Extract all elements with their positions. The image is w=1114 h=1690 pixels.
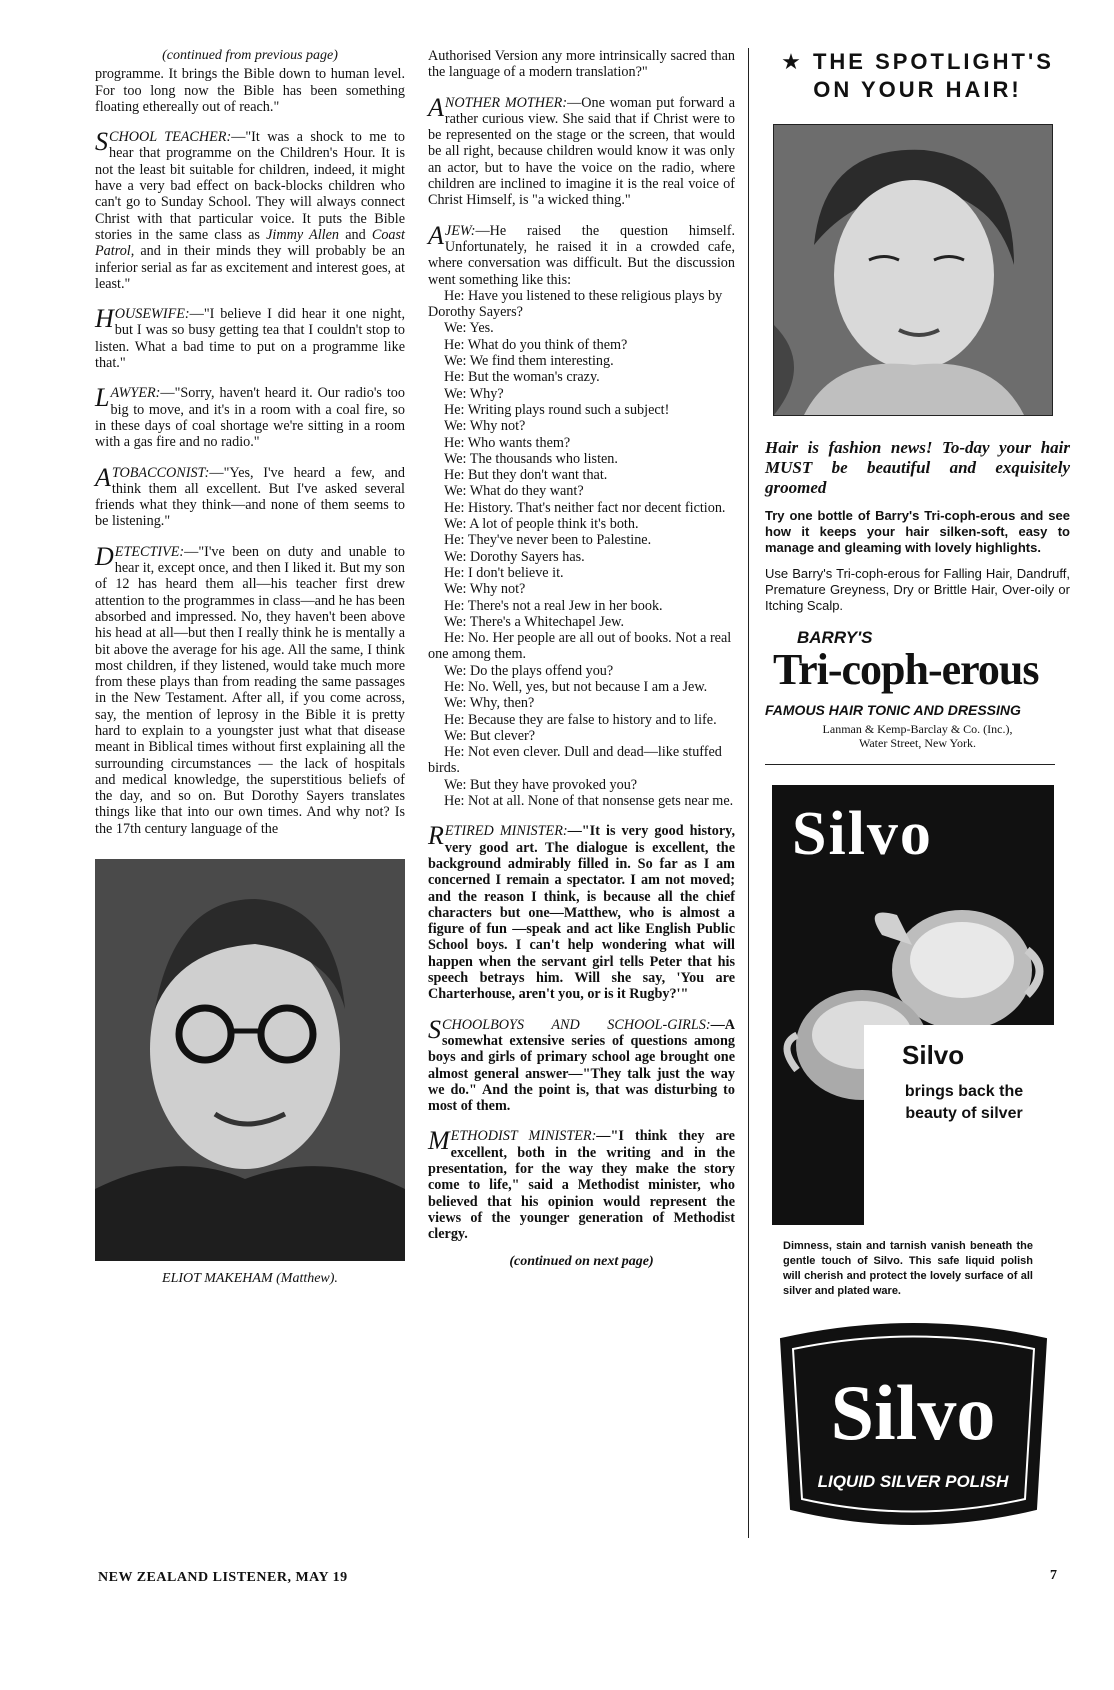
silvo-ad-panel — [772, 785, 1054, 1225]
dialog-line: We: Why, then? — [444, 695, 535, 712]
hair-ad-para1: Try one bottle of Barry's Tri-coph-erous and see how it keeps your hair silken-soft, easy to manage and gleaming with lovely highlights. — [765, 508, 1070, 555]
col2-intro: Authorised Version any more intrinsically sacred than the language of a modern translation?" — [428, 48, 735, 81]
dialog-line: He: They've never been to Palestine. — [444, 532, 652, 549]
entry-another-mother: ANOTHER MOTHER:—One woman put forward a rather curious view. She said that if Christ were to be represented on the stage or the screen, that would be all right, because children would know it was only an actor, but to have the voice on the radio, where children are inclined to imagine it is the real voice of Christ Himself, is "a wicked thing." — [428, 92, 735, 209]
star-icon: ★ — [781, 49, 804, 74]
dialog-line: He: There's not a real Jew in her book. — [444, 597, 663, 614]
dialog-line: We: Why? — [444, 385, 504, 402]
dialog-line: He: Writing plays round such a subject! — [444, 401, 670, 418]
famous-hair-tonic: FAMOUS HAIR TONIC AND DRESSING — [765, 702, 1021, 718]
silvo-label-illustration — [771, 1319, 1056, 1529]
silvo-title: Silvo — [792, 800, 933, 868]
dialog-line: We: We find them interesting. — [444, 353, 614, 370]
silvo-slogan: brings back the beauty of silver — [904, 1083, 1024, 1122]
portrait-photo — [95, 859, 405, 1261]
col1-intro: programme. It brings the Bible down to human level. For too long now the Bible has been something floating ethereally out of reach." — [95, 66, 405, 115]
dialog-line: We: But they have provoked you? — [444, 776, 638, 793]
dialog-line: We: A lot of people think it's both. — [444, 516, 639, 533]
entry-schoolboys: SCHOOLBOYS AND SCHOOL-GIRLS:—A somewhat extensive series of questions among boys and girls of primary school age brought one almost general answer—"They talk just the way we do." And the point is, that was disturbing to most of them. — [428, 1014, 735, 1115]
dialog-line: He: But they don't want that. — [444, 467, 608, 484]
entry-tobacconist: A TOBACCONIST:—"Yes, I've heard a few, and think them all excellent. But I've asked several friends what they think—and none of them seems to be listening." — [95, 462, 405, 530]
hair-ad-para2: Use Barry's Tri-coph-erous for Falling Hair, Dandruff, Premature Greyness, Dry or Brittle Hair, Over-oily or Itching Scalp. — [765, 566, 1070, 613]
dialog-line: We: There's a Whitechapel Jew. — [444, 613, 624, 630]
entry-school-teacher: SCHOOL TEACHER:—"It was a shock to me to hear that programme on the Children's Hour. It is not the least bit suitable for children, indeed, it might have a very bad effect on back-blocks children who can't go to Sunday School. They will always connect Christ with that particular voice. It puts the Bible stories in the same class as Jimmy Allen and Coast Patrol, and in their minds they will probably be an inferior serial as far as excitement and interest goes, at least." — [95, 127, 405, 292]
maker-line-1: Lanman & Kemp-Barclay & Co. (Inc.), — [822, 722, 1013, 736]
maker-line-2: Water Street, New York. — [858, 736, 976, 750]
continued-next-label: (continued on next page) — [509, 1254, 654, 1270]
dialog-line: He: But the woman's crazy. — [444, 369, 600, 386]
continued-from-label: (continued from previous page) — [162, 48, 338, 63]
dialog-line: He: Not at all. None of that nonsense gets near me. — [444, 793, 734, 810]
dialog-line: He: What do you think of them? — [444, 336, 628, 353]
portrait-illustration — [95, 859, 405, 1261]
dialog-line: We: Do the plays offend you? — [444, 662, 614, 679]
column-divider — [748, 48, 749, 1538]
entry-retired-minister: RETIRED MINISTER:—"It is very good history, very good art. The dialogue is excellent, the background admirably filled in. So far as I am concerned I remain a spectator. I am not moved; and the reason I think, is because all the chief characters but one—Matthew, who is almost a figure of fun —speak and act like English Public School boys. I can't help wondering what will happen when the servant girl tells Peter that his speech betrays him. Will she say, 'You are Charterhouse, aren't you, or is it Rugby?'" — [428, 821, 735, 1003]
tricopherous-logo: Tri-coph-erous — [773, 645, 1039, 694]
article-column-2 — [428, 48, 735, 1271]
dialog-line: We: Yes. — [444, 320, 494, 337]
dialog-line: He: Who wants them? — [444, 434, 571, 451]
entry-detective: DETECTIVE:—"I've been on duty and unable to hear it, except once, and then I liked it. But my son of 12 has heard them all—his teacher first drew attention to the programmes in class—and he has been absorbed and impressed. No, they haven't been above his head at all—but then I really think he is mentally a bit above the average for his age. All the same, I think most children, if they listened, would take much more from these plays than from reading the same passages in the New Testament. After all, if you come across, say, the mention of leprosy in the Bible it is pretty hard to explain to a youngster just what that disease meant in Biblical times without first explaining all the surrounding circumstances — the lack of hospitals and medical knowledge, the superstitious beliefs of the day, and so on. But Dorothy Sayers translates things like that into our own times. And why not? Is the 17th century language of the — [95, 541, 405, 837]
hair-ad-photo — [773, 124, 1053, 416]
dialog-line: He: Have you listened to these religious plays by Dorothy Sayers? — [428, 287, 723, 321]
label-brand-text: Silvo — [830, 1369, 996, 1456]
barrys-brand-small: BARRY'S — [797, 628, 873, 647]
portrait-caption: ELIOT MAKEHAM (Matthew). — [162, 1271, 338, 1287]
dialog-line: He: No. Her people are all out of books. Not a real one among them. — [428, 630, 732, 663]
hair-ad-tagline: Hair is fashion news! To-day your hair MUST be beautiful and exquisitely groomed — [765, 438, 1070, 497]
silvo-bottle-label — [771, 1319, 1056, 1529]
dialog-line: He: I don't believe it. — [444, 564, 564, 581]
label-sub-text: LIQUID SILVER POLISH — [817, 1472, 1009, 1491]
ad-column — [765, 48, 1070, 1529]
page-number: 7 — [1050, 1568, 1057, 1583]
dialog-line: He: History. That's neither fact nor decent fiction. — [444, 499, 726, 516]
silvo-description: Dimness, stain and tarnish vanish beneath the gentle touch of Silvo. This safe liquid polish will cherish and protect the lovely surface of all silver and plated ware. — [783, 1240, 1033, 1297]
dialog-line: We: What do they want? — [444, 483, 584, 500]
dialog-line: We: But clever? — [444, 727, 536, 744]
footer-publication: NEW ZEALAND LISTENER, MAY 19 — [98, 1570, 348, 1585]
ad-divider — [765, 764, 1055, 765]
dialog-block — [428, 288, 735, 810]
dialog-line: He: Not even clever. Dull and dead—like stuffed birds. — [428, 744, 722, 777]
dialog-line: He: No. Well, yes, but not because I am a Jew. — [444, 678, 708, 695]
dialog-line: We: Why not? — [444, 418, 526, 435]
entry-lawyer: LAWYER:—"Sorry, haven't heard it. Our radio's too big to move, and it's in a room with a coal fire, so in these days of coal shortage we're sitting in a room with a gas fire and no radio." — [95, 383, 405, 451]
dialog-line: He: Because they are false to history and to life. — [444, 711, 717, 728]
dialog-line: We: The thousands who listen. — [444, 450, 618, 467]
entry-housewife: HOUSEWIFE:—"I believe I did hear it one night, but I was so busy getting tea that I couldn't stop to listen. What a bad time to put on a programme like that." — [95, 304, 405, 372]
spotlight-headline: ★ THE SPOTLIGHT'S ON YOUR HAIR! — [781, 49, 1054, 102]
entry-methodist: METHODIST MINISTER:—"I think they are excellent, both in the writing and in the presentation, for the way they make the story come to life," said a Methodist minister, who believed that his opinion would represent the views of the younger generation of Methodist clergy. — [428, 1126, 735, 1243]
dialog-line: We: Why not? — [444, 581, 526, 598]
silvo-small-title: Silvo — [902, 1040, 965, 1070]
entry-jew: A JEW:—He raised the question himself. Unfortunately, he raised it in a crowded cafe, where conversation was difficult. But the discussion went something like this: — [428, 220, 735, 288]
dialog-line: We: Dorothy Sayers has. — [444, 548, 585, 565]
article-column-1 — [95, 48, 405, 1287]
woman-portrait-illustration — [774, 125, 1052, 415]
